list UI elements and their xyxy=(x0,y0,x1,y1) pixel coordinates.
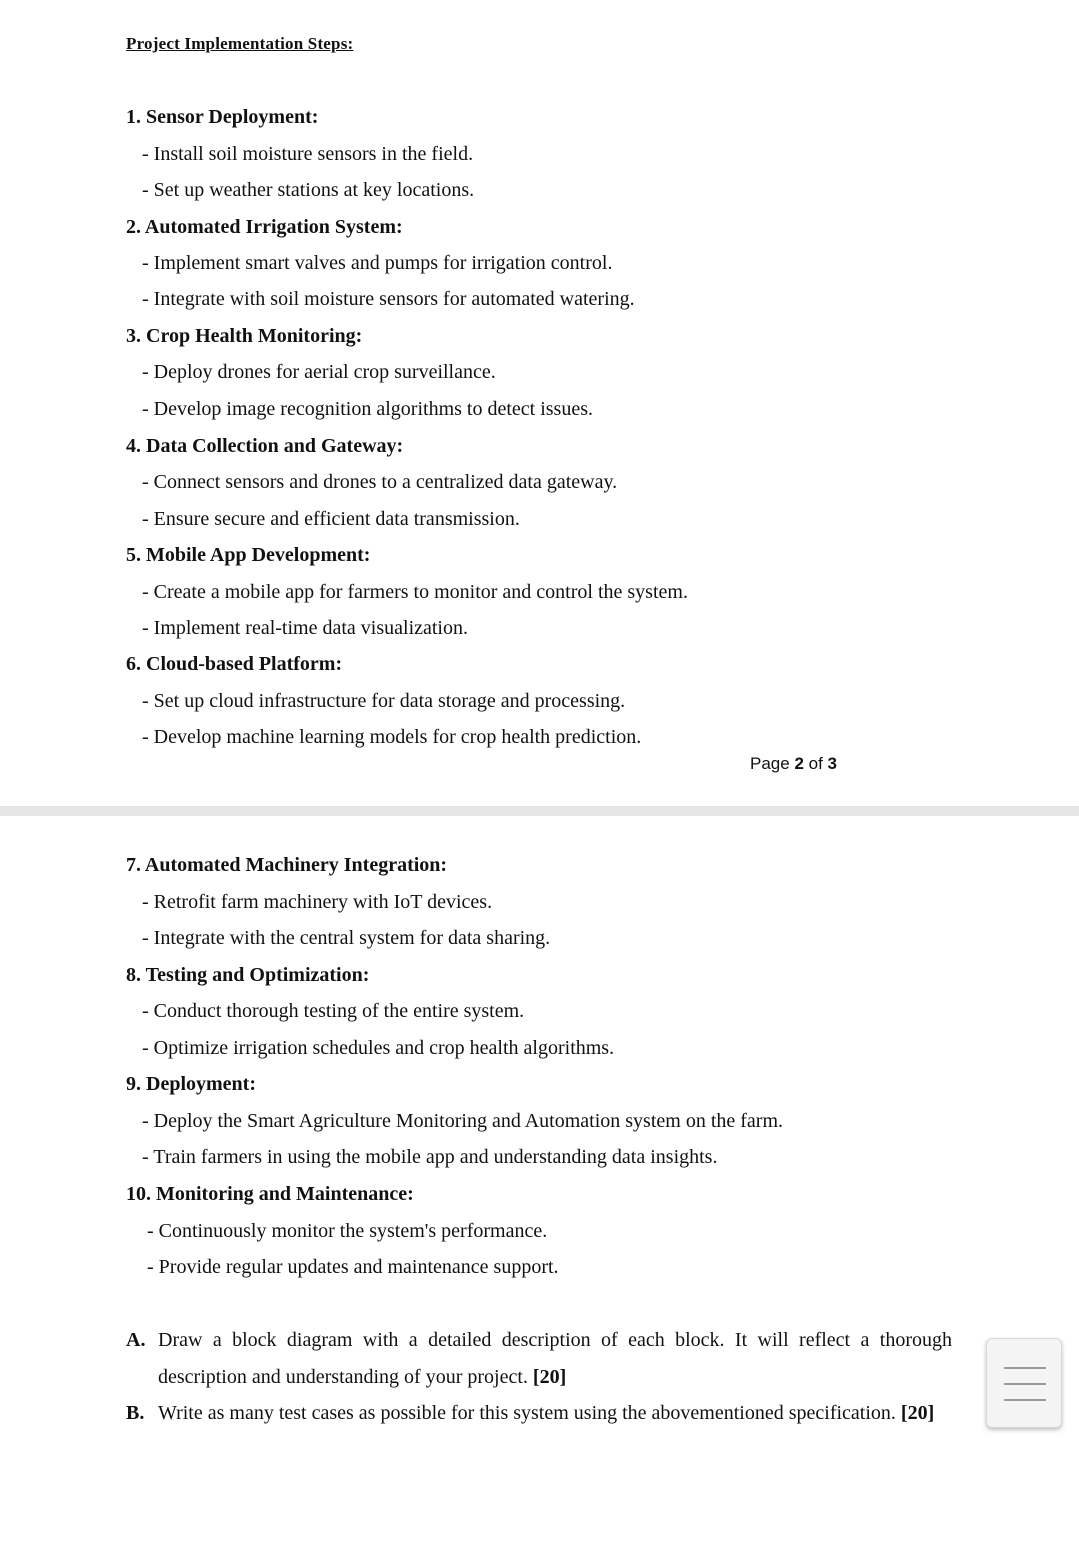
section-title: 4. Data Collection and Gateway: xyxy=(126,435,404,457)
section-title: 2. Automated Irrigation System: xyxy=(126,216,403,238)
section-title: 6. Cloud-based Platform: xyxy=(126,653,343,675)
section-item: - Implement real-time data visualization. xyxy=(142,617,468,639)
question-text-block xyxy=(158,1395,952,1432)
section-item: - Deploy the Smart Agriculture Monitoring and Automation system on the farm. xyxy=(142,1110,784,1132)
section-item: - Retrofit farm machinery with IoT devices. xyxy=(142,891,493,913)
section-item: - Deploy drones for aerial crop surveillance. xyxy=(142,361,496,383)
question-marks: [20] xyxy=(532,1366,567,1388)
section-item: - Set up cloud infrastructure for data storage and processing. xyxy=(142,690,626,712)
question-letter: B. xyxy=(126,1402,145,1424)
page-number-total: 3 xyxy=(827,754,837,773)
section-item: - Continuously monitor the system's performance. xyxy=(147,1220,548,1242)
section-title: 10. Monitoring and Maintenance: xyxy=(126,1183,414,1205)
section-item: - Connect sensors and drones to a centralized data gateway. xyxy=(142,471,618,493)
section-item: - Set up weather stations at key locations. xyxy=(142,179,475,201)
section-title: 3. Crop Health Monitoring: xyxy=(126,325,363,347)
section-item: - Integrate with the central system for data sharing. xyxy=(142,927,551,949)
page-number-prefix: Page xyxy=(750,754,795,773)
section-item: - Develop machine learning models for crop health prediction. xyxy=(142,726,642,748)
section-item: - Ensure secure and efficient data transmission. xyxy=(142,508,520,530)
page-number-middle: of xyxy=(803,754,828,773)
section-item: - Develop image recognition algorithms to detect issues. xyxy=(142,398,593,420)
section-item: - Install soil moisture sensors in the field. xyxy=(142,143,474,165)
question-text-block xyxy=(158,1322,952,1396)
question-letter: A. xyxy=(126,1329,146,1351)
question-text: Write as many test cases as possible for this system using the abovementioned specification. xyxy=(158,1402,901,1424)
section-item: - Create a mobile app for farmers to monitor and control the system. xyxy=(142,581,688,603)
section-item: - Implement smart valves and pumps for irrigation control. xyxy=(142,252,613,274)
page-separator xyxy=(0,806,1079,816)
page-number xyxy=(750,754,837,774)
section-title: 5. Mobile App Development: xyxy=(126,544,371,566)
section-item: - Integrate with soil moisture sensors for automated watering. xyxy=(142,288,635,310)
page-number-current: 2 xyxy=(794,754,804,773)
section-title: 7. Automated Machinery Integration: xyxy=(126,854,448,876)
question-marks: [20] xyxy=(900,1402,935,1424)
question-a xyxy=(126,1322,952,1396)
section-title: 9. Deployment: xyxy=(126,1073,256,1095)
section-title: 8. Testing and Optimization: xyxy=(126,964,370,986)
question-text: Draw a block diagram with a detailed description of each block. It will reflect a thorough description and understanding of your project. xyxy=(158,1329,952,1388)
section-title: 1. Sensor Deployment: xyxy=(126,106,319,128)
section-item: - Train farmers in using the mobile app and understanding data insights. xyxy=(142,1146,718,1168)
section-item: - Provide regular updates and maintenance support. xyxy=(147,1256,559,1278)
document-heading: Project Implementation Steps: xyxy=(126,34,354,53)
question-b xyxy=(126,1395,952,1432)
document-page-2 xyxy=(0,816,1079,1547)
viewer-menu-button[interactable] xyxy=(986,1338,1062,1428)
section-item: - Conduct thorough testing of the entire system. xyxy=(142,1000,525,1022)
section-item: - Optimize irrigation schedules and crop health algorithms. xyxy=(142,1037,615,1059)
